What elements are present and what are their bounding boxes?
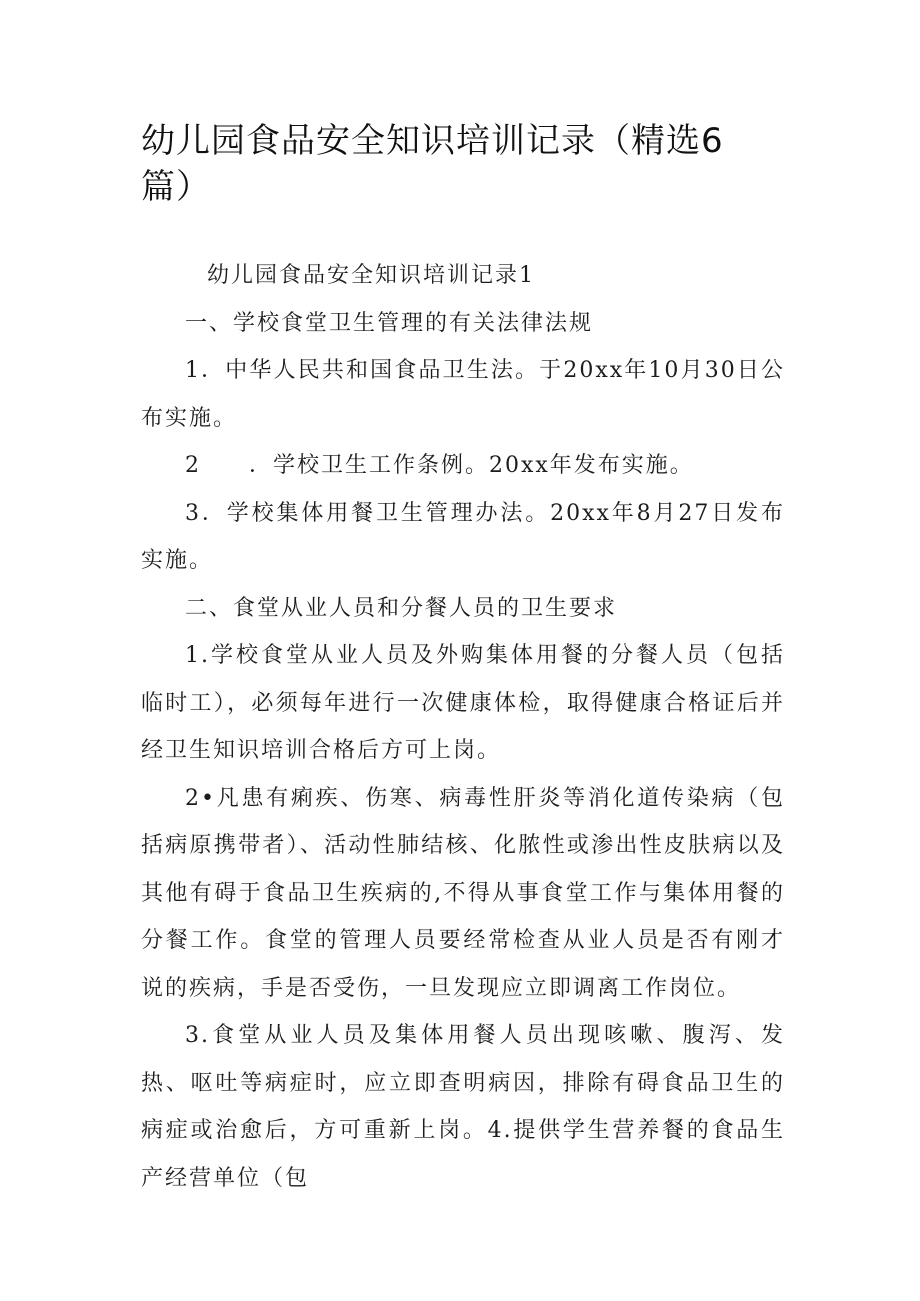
document-body — [141, 252, 785, 1202]
paragraph-requirement-3: 3.食堂从业人员及集体用餐人员出现咳嗽、腹泻、发热、呕吐等病症时，应立即查明病因，排除有碍食品卫生的病症或治愈后，方可重新上岗。4.提供学生营养餐的食品生产经营单位（包 — [141, 1023, 785, 1191]
paragraph-law-1: 1．中华人民共和国食品卫生法。于20xx年10月30日公布实施。 — [141, 358, 785, 431]
paragraph-requirement-1: 1.学校食堂从业人员及外购集体用餐的分餐人员（包括临时工），必须每年进行一次健康体检，取得健康合格证后并经卫生知识培训合格后方可上岗。 — [141, 643, 785, 763]
section-heading-record-1: 幼儿园食品安全知识培训记录1 — [207, 263, 535, 288]
paragraph-law-3: 3．学校集体用餐卫生管理办法。20xx年8月27日发布实施。 — [141, 500, 785, 573]
section-heading-staff-requirements: 二、食堂从业人员和分餐人员的卫生要求 — [185, 595, 618, 621]
paragraph-law-2: 2 ．学校卫生工作条例。20xx年发布实施。 — [185, 453, 694, 478]
section-heading-laws: 一、学校食堂卫生管理的有关法律法规 — [185, 310, 594, 336]
document-title: 幼儿园食品安全知识培训记录（精选6篇） — [141, 121, 724, 207]
paragraph-requirement-2: 2•凡患有痢疾、伤寒、病毒性肝炎等消化道传染病（包括病原携带者）、活动性肺结核、化脓性或渗出性皮肤病以及其他有碍于食品卫生疾病的,不得从事食堂工作与集体用餐的分餐工作。食堂的管理人员要经常检查从业人员是否有刚才说的疾病，手是否受伤，一旦发现应立即调离工作岗位。 — [141, 785, 785, 1001]
